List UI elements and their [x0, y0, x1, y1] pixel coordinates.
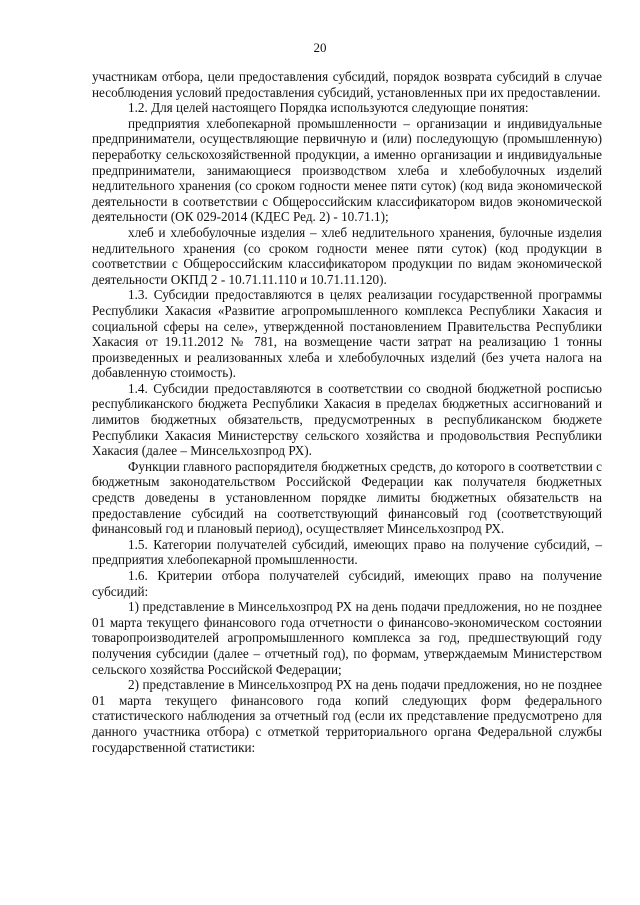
paragraph-1-6: 1.6. Критерии отбора получателей субсидий, имеющих право на получение субсидий:: [92, 568, 602, 599]
paragraph-1-3: 1.3. Субсидии предоставляются в целях реализации государственной программы Республики Хакасия «Развитие агропромышленного комплекса Республики Хакасия и социальной сферы на селе», утвержденной постановлением Правительства Республики Хакасия от 19.11.2012 № 781, на возмещение части затрат на реализацию 1 тонны произведенных и реализованных хлеба и хлебобулочных изделий (без учета налога на добавленную стоимость).: [92, 287, 602, 381]
paragraph-1-2: 1.2. Для целей настоящего Порядка используются следующие понятия:: [128, 100, 529, 116]
paragraph-criterion-2: 2) представление в Минсельхозпрод РХ на день подачи предложения, но не позднее 01 марта текущего финансового года копий следующих форм федерального статистического наблюдения за отчетный год (если их представление предусмотрено для данного участника отбора) с отметкой территориального органа Федеральной службы государственной статистики:: [92, 677, 602, 755]
paragraph-continuation: участникам отбора, цели предоставления субсидий, порядок возврата субсидий в случае несоблюдения условий предоставления субсидий, установленных при их предоставлении.: [92, 69, 602, 100]
page-number: 20: [313, 40, 327, 55]
paragraph-criterion-1: 1) представление в Минсельхозпрод РХ на день подачи предложения, но не позднее 01 марта текущего финансового года отчетности о финансово-экономическом состоянии товаропроизводителей агропромышленного комплекса за год, предшествующий году получения субсидии (далее – отчетный год), по формам, утверждаемым Министерством сельского хозяйства Российской Федерации;: [92, 599, 602, 677]
paragraph-definition-enterprises: предприятия хлебопекарной промышленности – организации и индивидуальные предприниматели, осуществляющие первичную и (или) последующую (промышленную) переработку сельскохозяйственной продукции, а именно организации и индивидуальные предприниматели, занимающиеся производством хлеба и хлебобулочных изделий недлительного хранения (со сроком годности менее пяти суток) (код вида экономической деятельности в соответствии с Общероссийским классификатором видов экономической деятельности (ОК 029-2014 (КДЕС Ред. 2) - 10.71.1);: [92, 115, 602, 225]
paragraph-definition-bread: хлеб и хлебобулочные изделия – хлеб недлительного хранения, булочные изделия недлительного хранения (со сроком годности менее пяти суток) (код продукции в соответствии с Общероссийским классификатором продукции по видам экономической деятельности ОКПД 2 - 10.71.11.110 и 10.71.11.120).: [92, 224, 602, 287]
paragraph-functions: Функции главного распорядителя бюджетных средств, до которого в соответствии с бюджетным законодательством Российской Федерации как получателя бюджетных средств доведены в установленном порядке лимиты бюджетных обязательств на предоставление субсидий на соответствующий финансовый год (соответствующий финансовый год и плановый период), осуществляет Минсельхозпрод РХ.: [92, 458, 602, 537]
document-body: [92, 69, 602, 755]
paragraph-1-4: 1.4. Субсидии предоставляются в соответствии со сводной бюджетной росписью республиканского бюджета Республики Хакасия в пределах бюджетных ассигнований и лимитов бюджетных обязательств, предусмотренных в республиканском бюджете Республики Хакасия Министерству сельского хозяйства и продовольствия Республики Хакасия (далее – Минсельхозпрод РХ).: [92, 380, 602, 459]
paragraph-1-5: 1.5. Категории получателей субсидий, имеющих право на получение субсидий, – предприятия хлебопекарной промышленности.: [92, 536, 602, 568]
